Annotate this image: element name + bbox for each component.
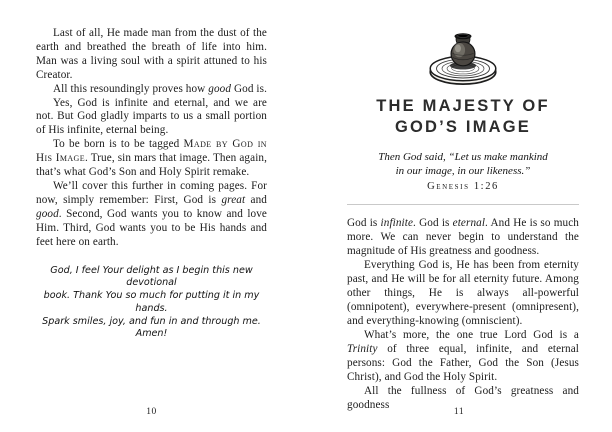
section-divider: [347, 204, 579, 205]
paragraph: Yes, God is infinite and eternal, and we are not. But God gladly imparts to us a small portion of His infinite, eternal being.: [36, 96, 267, 137]
paragraph: To be born is to be tagged Made by God in His Image. True, sin mars that image. Then again, that’s what God’s Son and Holy Spirit remake.: [36, 138, 267, 179]
prayer-line: book. Thank You so much for putting it in my hands.: [43, 290, 260, 314]
chapter-title-line1: THE MAJESTY OF: [376, 97, 550, 115]
paragraph: What’s more, the one true Lord God is a Trinity of three equal, infinite, and eternal persons: God the Father, God the Son (Jesus Christ), and God the Holy Spirit.: [347, 329, 579, 383]
left-body-text: [36, 27, 267, 250]
page-right: [306, 0, 612, 432]
right-body-text: [347, 216, 579, 412]
paragraph: All the fullness of God’s greatness and goodness: [347, 385, 579, 411]
prayer-line: God, I feel Your delight as I begin this new devotional: [50, 264, 253, 289]
scripture-quote: [347, 151, 579, 192]
chapter-title-line2: GOD’S IMAGE: [394, 118, 532, 136]
quote-line: in our image, in our likeness.”: [395, 164, 531, 177]
paragraph: All this resoundingly proves how good God is.: [53, 82, 267, 95]
paragraph: Last of all, He made man from the dust of the earth and breathed the breath of life into him. Man was a living soul with a spirit attuned to his Creator.: [36, 27, 267, 81]
scripture-reference: Genesis 1:26: [427, 181, 499, 192]
prayer-text: [36, 265, 267, 342]
paragraph: God is infinite. God is eternal. And He is so much more. We can never begin to understand the magnitude of His greatness and goodness.: [347, 217, 579, 257]
chapter-title: [347, 96, 579, 138]
quote-line: Then God said, “Let us make mankind: [378, 151, 548, 163]
prayer-line: Spark smiles, joy, and fun in and through me. Amen!: [42, 315, 261, 340]
paragraph: Everything God is, He has been from eternity past, and He will be for all eternity future. Among other things, He is always all-powerful (omnipotent), everywhere-present (omnipresent), and everything-knowing (omniscient).: [347, 259, 579, 327]
paragraph: We’ll cover this further in coming pages. For now, simply remember: First, God is great and good. Second, God wants you to know and love Him. Third, God wants you to be His hands and feet here on earth.: [36, 179, 267, 248]
potters-wheel-vase-icon: [421, 27, 505, 90]
page-number-right: 11: [453, 407, 465, 417]
page-number-left: 10: [146, 407, 157, 417]
